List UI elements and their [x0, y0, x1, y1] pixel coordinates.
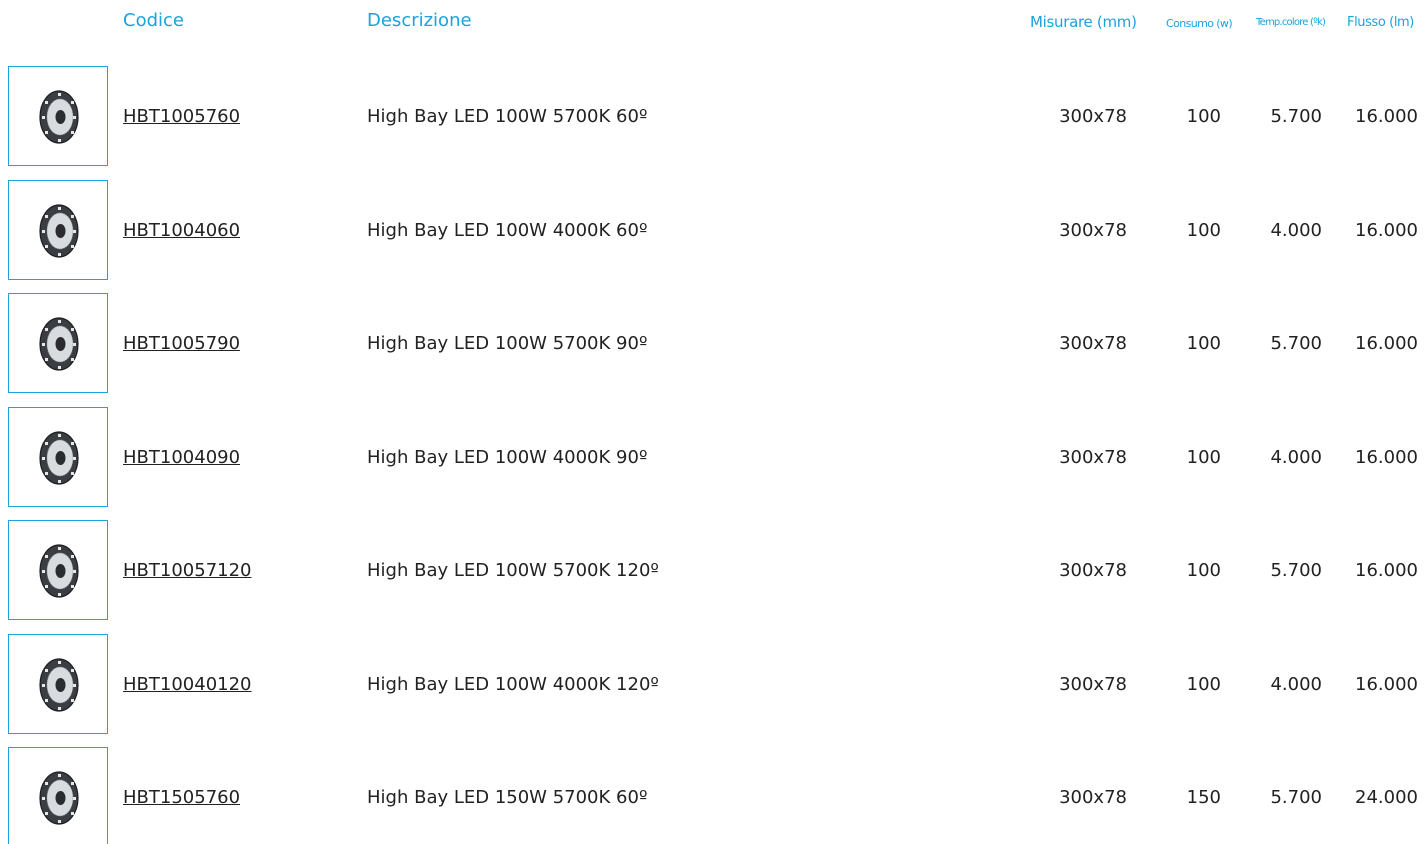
product-size: 300x78 — [1059, 560, 1127, 581]
product-power: 100 — [1186, 333, 1221, 354]
product-code-link[interactable]: HBT1505760 — [123, 787, 241, 808]
product-thumbnail[interactable] — [8, 407, 108, 507]
product-code-link[interactable]: HBT1004060 — [123, 219, 241, 241]
product-code-link[interactable]: HBT10040120 — [123, 673, 252, 695]
product-description: High Bay LED 100W 4000K 120º — [367, 673, 659, 695]
product-thumbnail[interactable] — [8, 634, 108, 734]
header-flusso: Flusso (lm) — [1347, 15, 1414, 30]
product-size: 300x78 — [1059, 106, 1127, 127]
header-temp-colore: Temp.colore (ºk) — [1256, 17, 1326, 28]
product-description: High Bay LED 100W 5700K 60º — [367, 106, 648, 127]
header-descrizione: Descrizione — [367, 10, 472, 31]
product-color-temp: 4.000 — [1270, 219, 1322, 241]
product-code-link[interactable]: HBT10057120 — [123, 560, 252, 581]
table-row — [0, 747, 1426, 844]
header-codice: Codice — [123, 10, 184, 31]
product-flux: 16.000 — [1355, 219, 1418, 241]
product-color-temp: 5.700 — [1270, 106, 1322, 127]
product-size: 300x78 — [1059, 673, 1127, 695]
product-color-temp: 5.700 — [1270, 333, 1322, 354]
header-consumo: Consumo (w) — [1166, 17, 1233, 30]
product-thumbnail[interactable] — [8, 180, 108, 280]
product-flux: 16.000 — [1355, 560, 1418, 581]
high-bay-led-lamp-icon — [36, 203, 82, 259]
product-thumbnail[interactable] — [8, 747, 108, 844]
product-code-link[interactable]: HBT1004090 — [123, 446, 241, 468]
product-power: 100 — [1186, 560, 1221, 581]
product-power: 100 — [1186, 219, 1221, 241]
product-size: 300x78 — [1059, 446, 1127, 468]
product-description: High Bay LED 100W 4000K 90º — [367, 446, 648, 468]
high-bay-led-lamp-icon — [36, 770, 82, 826]
table-header — [0, 0, 1426, 44]
table-row — [0, 180, 1426, 294]
high-bay-led-lamp-icon — [36, 89, 82, 145]
high-bay-led-lamp-icon — [36, 316, 82, 372]
table-row — [0, 66, 1426, 180]
product-power: 100 — [1186, 446, 1221, 468]
product-power: 150 — [1186, 787, 1221, 808]
product-description: High Bay LED 100W 5700K 90º — [367, 333, 648, 354]
product-description: High Bay LED 150W 5700K 60º — [367, 787, 648, 808]
product-power: 100 — [1186, 106, 1221, 127]
product-color-temp: 4.000 — [1270, 446, 1322, 468]
product-thumbnail[interactable] — [8, 66, 108, 166]
product-color-temp: 5.700 — [1270, 560, 1322, 581]
product-power: 100 — [1186, 673, 1221, 695]
product-code-link[interactable]: HBT1005790 — [123, 333, 241, 354]
table-row — [0, 520, 1426, 634]
product-size: 300x78 — [1059, 333, 1127, 354]
table-row — [0, 407, 1426, 521]
product-thumbnail[interactable] — [8, 520, 108, 620]
header-misurare: Misurare (mm) — [1030, 13, 1137, 31]
product-color-temp: 4.000 — [1270, 673, 1322, 695]
product-flux: 16.000 — [1355, 446, 1418, 468]
product-size: 300x78 — [1059, 787, 1127, 808]
product-table — [0, 66, 1426, 844]
high-bay-led-lamp-icon — [36, 543, 82, 599]
table-row — [0, 293, 1426, 407]
product-description: High Bay LED 100W 5700K 120º — [367, 560, 659, 581]
product-flux: 24.000 — [1355, 787, 1418, 808]
table-row — [0, 634, 1426, 748]
product-color-temp: 5.700 — [1270, 787, 1322, 808]
product-size: 300x78 — [1059, 219, 1127, 241]
high-bay-led-lamp-icon — [36, 430, 82, 486]
product-thumbnail[interactable] — [8, 293, 108, 393]
product-flux: 16.000 — [1355, 106, 1418, 127]
product-code-link[interactable]: HBT1005760 — [123, 106, 241, 127]
product-description: High Bay LED 100W 4000K 60º — [367, 219, 648, 241]
product-flux: 16.000 — [1355, 673, 1418, 695]
product-flux: 16.000 — [1355, 333, 1418, 354]
high-bay-led-lamp-icon — [36, 657, 82, 713]
